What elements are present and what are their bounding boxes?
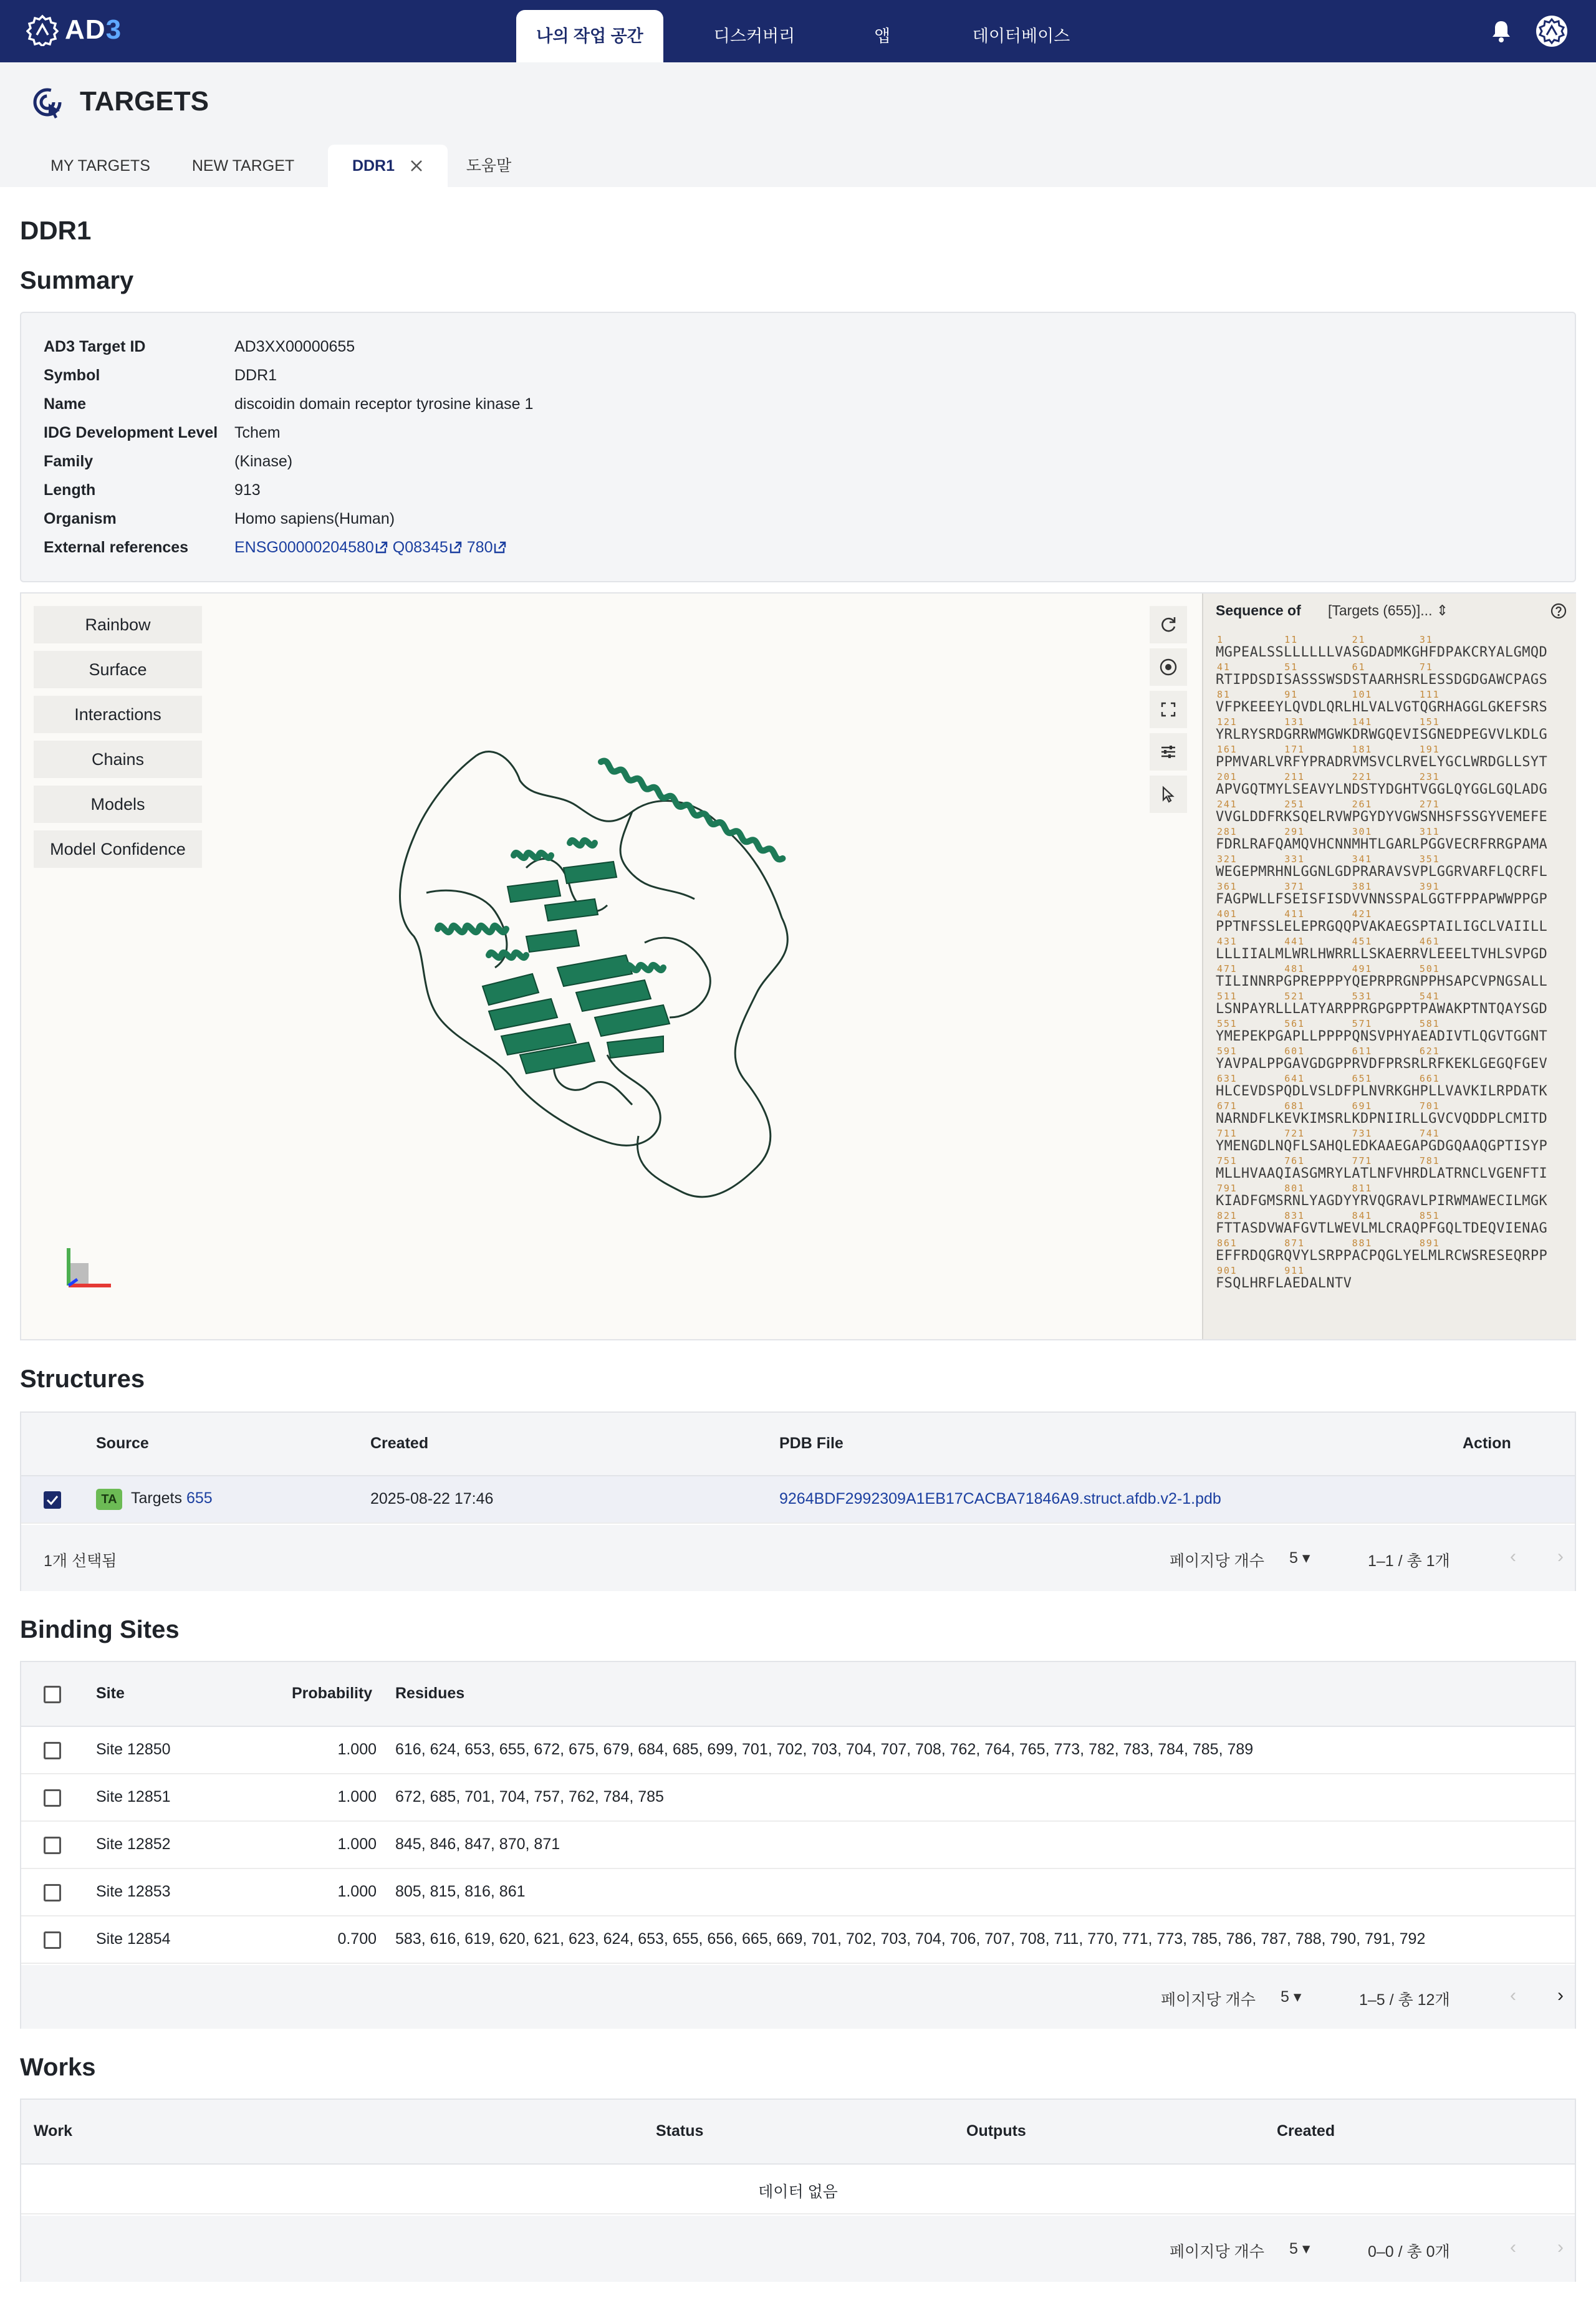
check-icon — [46, 1493, 59, 1507]
sequence-residues[interactable]: MGPEALSSLLLLLLVASGDADMKGHFDPAKCRYALGMQD — [1216, 645, 1548, 660]
summary-label: Organism — [44, 510, 117, 527]
summary-label: AD3 Target ID — [44, 338, 146, 355]
col-residues[interactable]: Residues — [395, 1685, 465, 1702]
page-title: TARGETS — [80, 86, 209, 117]
sequence-residues[interactable]: FDRLRAFQAMQVHCNNMHTLGARLPGGVECRFRRGPAMA — [1216, 837, 1548, 852]
binding-sites-heading: Binding Sites — [20, 1616, 180, 1643]
sequence-residue-numbers: 1 11 21 31 — [1217, 634, 1433, 645]
sequence-residue-numbers: 241 251 261 271 — [1217, 799, 1440, 810]
summary-value: discoidin domain receptor tyrosine kinase 1 — [234, 395, 534, 413]
alpha-helix — [438, 926, 506, 932]
table-row[interactable] — [21, 1727, 1575, 1774]
table-row[interactable] — [21, 1476, 1575, 1524]
help-icon[interactable] — [1550, 602, 1567, 620]
per-page-select[interactable]: 5 ▾ — [1289, 2240, 1310, 2257]
alpha-helix — [489, 953, 526, 958]
sequence-line[interactable] — [1216, 1211, 1547, 1237]
sequence-residues[interactable]: YRLRYSRDGRRWMGWKDRWGQEVISGNEDPEGVVLKDLG — [1216, 727, 1548, 743]
nav-tab-workspace[interactable]: 나의 작업 공간 — [516, 10, 663, 62]
next-page-icon[interactable]: › — [1557, 2237, 1564, 2257]
per-page-label: 페이지당 개수 — [1161, 1991, 1256, 2009]
sequence-line[interactable] — [1216, 799, 1547, 825]
table-footer — [21, 2216, 1575, 2282]
sequence-residue-numbers: 511 521 531 541 — [1217, 991, 1440, 1002]
loop-coil — [620, 812, 695, 899]
table-footer — [21, 1525, 1575, 1591]
sequence-residue-numbers: 631 641 651 661 — [1217, 1073, 1440, 1084]
probability-cell: 1.000 — [337, 1835, 377, 1853]
sequence-residue-numbers: 361 371 381 391 — [1217, 881, 1440, 892]
empty-row — [21, 2165, 1575, 2214]
expand-icon — [1159, 700, 1178, 719]
summary-label: Length — [44, 481, 96, 499]
table-header — [21, 1413, 1575, 1476]
camera-icon — [1159, 658, 1178, 676]
chains-button[interactable]: Chains — [34, 741, 202, 778]
site-cell: Site 12853 — [96, 1883, 171, 1900]
sequence-residues[interactable]: YMENGDLNQFLSAHQLEDKAAEGAPGDGQAAQGPTISYP — [1216, 1138, 1548, 1154]
sequence-residues[interactable]: LLLIIALMLWRLHWRRLLSKAERRVLEEELTVHLSVPGD — [1216, 946, 1548, 962]
row-checkbox[interactable] — [44, 1742, 61, 1759]
source-id-link[interactable]: 655 — [186, 1489, 213, 1507]
pdb-file-link[interactable]: 9264BDF2992309A1EB17CACBA71846A9.struct.afdb.v2-1.pdb — [779, 1490, 1221, 1507]
sequence-line[interactable] — [1216, 662, 1547, 688]
sequence-residues[interactable]: KIADFGMSRNLYAGDYYRVQGRAVLPIRWMAWECILMGK — [1216, 1193, 1548, 1209]
sequence-residues[interactable]: LSNPAYRLLLATYARPPRGPGPPTPAWAKPTNTQAYSGD — [1216, 1001, 1548, 1017]
beta-sheet — [595, 1005, 670, 1036]
user-avatar-icon[interactable] — [1535, 14, 1569, 48]
sequence-residues[interactable]: PPTNFSSLELEPRGQQPVAKAEGSPTAILIGCLVAIILL — [1216, 919, 1548, 935]
target-icon — [30, 85, 65, 120]
summary-value: 913 — [234, 481, 261, 499]
sequence-residue-numbers: 671 681 691 701 — [1217, 1100, 1440, 1112]
sequence-residue-numbers: 41 51 61 71 — [1217, 661, 1433, 673]
ref-link-ensembl[interactable]: ENSG00000204580 — [234, 539, 374, 556]
sequence-line[interactable] — [1216, 1101, 1547, 1127]
next-page-icon[interactable]: › — [1557, 1985, 1564, 2006]
residues-cell: 805, 815, 816, 861 — [395, 1883, 526, 1900]
settings-sliders-icon — [1159, 743, 1178, 761]
row-checkbox[interactable] — [44, 1884, 61, 1902]
sequence-residues[interactable]: FAGPWLLFSEISFISDVVNNSSPALGGTFPPAPWWPPGP — [1216, 892, 1548, 907]
works-table — [20, 2099, 1576, 2282]
summary-label: IDG Development Level — [44, 424, 218, 441]
nav-tab-apps[interactable]: 앱 — [873, 27, 891, 46]
sequence-residues[interactable]: WEGEPMRHNLGGNLGDPRARAVSVPLGGRVARFLQCRFL — [1216, 864, 1548, 880]
surface-button[interactable]: Surface — [34, 651, 202, 688]
bell-icon[interactable] — [1486, 16, 1516, 46]
beta-sheet — [489, 999, 557, 1030]
target-heading: DDR1 — [20, 216, 92, 245]
model-confidence-button[interactable]: Model Confidence — [34, 830, 202, 868]
sequence-residue-numbers: 471 481 491 501 — [1217, 963, 1440, 974]
gear-logo-icon — [26, 14, 59, 46]
external-refs — [234, 535, 511, 560]
pointer-icon — [1159, 785, 1178, 804]
sequence-residue-numbers: 821 831 841 851 — [1217, 1210, 1440, 1221]
sequence-residues[interactable]: NARNDFLKEVKIMSRLKDPNIIRLLGVCVQDDPLCMITD — [1216, 1111, 1548, 1127]
row-checkbox[interactable] — [44, 1491, 61, 1509]
nav-tab-discovery[interactable]: 디스커버리 — [713, 27, 796, 46]
sequence-line[interactable] — [1216, 1156, 1547, 1182]
external-link-icon[interactable] — [374, 540, 389, 555]
beta-sheet — [507, 880, 560, 902]
sequence-residues[interactable]: FSQLHRFLAEDALNTV — [1216, 1276, 1352, 1291]
table-header — [21, 1662, 1575, 1727]
residues-cell: 616, 624, 653, 655, 672, 675, 679, 684, 685, 699, 701, 702, 703, 704, 707, 708, 762, 764, 765, 773, 782, 783, 784, 785, 789 — [395, 1741, 1254, 1758]
screenshot-button[interactable] — [1150, 648, 1187, 686]
site-cell: Site 12851 — [96, 1788, 171, 1805]
beta-sheet — [557, 955, 632, 986]
sequence-line[interactable] — [1216, 991, 1547, 1017]
structures-heading: Structures — [20, 1365, 145, 1393]
binding-sites-table — [20, 1661, 1576, 2029]
per-page-label: 페이지당 개수 — [1170, 2243, 1264, 2261]
sequence-title: Sequence of — [1216, 602, 1301, 618]
residues-cell: 672, 685, 701, 704, 757, 762, 784, 785 — [395, 1788, 664, 1805]
residues-cell: 583, 616, 619, 620, 621, 623, 624, 653, 655, 656, 665, 669, 701, 702, 703, 704, 706, 707, 708, 711, 770, 771, 773, 785, 786, 787, 788, 790, 791, 792 — [395, 1930, 1426, 1948]
sequence-panel — [1202, 594, 1576, 1339]
col-created[interactable]: Created — [1277, 2122, 1335, 2140]
summary-value: Homo sapiens(Human) — [234, 510, 395, 527]
settings-button[interactable] — [1150, 733, 1187, 771]
per-page-label: 페이지당 개수 — [1170, 1552, 1264, 1570]
table-row[interactable] — [21, 1822, 1575, 1869]
probability-cell: 0.700 — [337, 1930, 377, 1948]
table-row[interactable] — [21, 1916, 1575, 1964]
source-cell: TA Targets 655 — [96, 1489, 213, 1510]
prev-page-icon[interactable]: ‹ — [1510, 1546, 1516, 1567]
pagination-range: 1–1 / 총 1개 — [1368, 1552, 1450, 1570]
summary-label: Family — [44, 453, 94, 470]
sequence-line[interactable] — [1216, 827, 1547, 853]
sequence-line[interactable] — [1216, 936, 1547, 963]
summary-value: (Kinase) — [234, 453, 293, 470]
axes-gizmo-icon — [65, 1244, 115, 1294]
sequence-line[interactable] — [1216, 882, 1547, 908]
summary-value: DDR1 — [234, 367, 277, 384]
beta-sheet — [545, 899, 598, 921]
sequence-line[interactable] — [1216, 1046, 1547, 1072]
sequence-residue-numbers: 201 211 221 231 — [1217, 771, 1440, 782]
models-button[interactable]: Models — [34, 786, 202, 823]
per-page-select[interactable]: 5 ▾ — [1281, 1988, 1302, 2006]
alpha-helix — [570, 840, 595, 845]
sequence-line[interactable] — [1216, 1266, 1352, 1292]
sequence-residue-numbers: 591 601 611 621 — [1217, 1046, 1440, 1057]
beta-sheet — [564, 862, 617, 883]
probability-cell: 1.000 — [337, 1741, 377, 1758]
sort-arrows-icon: ⇕ — [1436, 602, 1449, 618]
table-row[interactable] — [21, 1774, 1575, 1822]
sequence-line[interactable] — [1216, 635, 1547, 661]
sequence-residue-numbers: 711 721 731 741 — [1217, 1128, 1440, 1139]
summary-heading: Summary — [20, 267, 134, 294]
beta-sheet — [526, 930, 579, 952]
created-cell: 2025-08-22 17:46 — [370, 1490, 494, 1507]
sequence-residue-numbers: 901 911 — [1217, 1265, 1305, 1276]
col-action: Action — [1463, 1435, 1511, 1452]
sequence-line[interactable] — [1216, 1019, 1547, 1045]
select-all-checkbox[interactable] — [44, 1686, 61, 1703]
sequence-residue-numbers: 861 871 881 891 — [1217, 1238, 1440, 1249]
sequence-residues[interactable]: RTIPDSDISASSSWSDSTAARHSRLESSDGDGAWCPAGS — [1216, 672, 1548, 688]
sequence-residues[interactable]: TILINNRPGPREPPPYQEPRPRGNPPHSAPCVPNGSALL — [1216, 974, 1548, 989]
caret-down-icon: ▾ — [1302, 2240, 1310, 2257]
alpha-helix — [600, 759, 784, 861]
interactions-button[interactable]: Interactions — [34, 696, 202, 733]
sequence-residue-numbers: 81 91 101 111 — [1217, 689, 1440, 700]
sequence-line[interactable] — [1216, 1074, 1547, 1100]
sequence-line[interactable] — [1216, 854, 1547, 880]
site-cell: Site 12852 — [96, 1835, 171, 1853]
prev-page-icon[interactable]: ‹ — [1510, 2237, 1516, 2257]
tab-help[interactable]: 도움말 — [466, 157, 512, 175]
ref-link-uniprot[interactable]: Q08345 — [392, 539, 448, 556]
per-page-select[interactable]: 5 ▾ — [1289, 1549, 1310, 1567]
sequence-residues[interactable]: EFFRDQGRQVYLSRPPACPQGLYELMLRCWSRESEQRPP — [1216, 1248, 1548, 1264]
external-link-icon[interactable] — [448, 540, 463, 555]
col-source[interactable]: Source — [96, 1435, 149, 1452]
sequence-line[interactable] — [1216, 717, 1547, 743]
app-logo[interactable] — [26, 14, 122, 46]
tab-ddr1-label: DDR1 — [352, 157, 395, 175]
selected-count: 1개 선택됨 — [44, 1552, 117, 1570]
summary-value: Tchem — [234, 424, 281, 441]
sequence-line[interactable] — [1216, 744, 1547, 771]
external-link-icon[interactable] — [493, 540, 507, 555]
rainbow-button[interactable]: Rainbow — [34, 606, 202, 643]
sequence-residue-numbers: 321 331 341 351 — [1217, 853, 1440, 865]
sequence-residues[interactable]: APVGQTMYLSEAVYLNDSTYDGHTVGGLQYGGLGQLADG — [1216, 782, 1548, 797]
sequence-line[interactable] — [1216, 1128, 1547, 1155]
col-probability[interactable]: Probability — [292, 1685, 373, 1702]
summary-value: AD3XX00000655 — [234, 338, 355, 355]
loop-coil — [645, 938, 710, 1017]
sequence-line[interactable] — [1216, 772, 1547, 798]
sequence-residues[interactable]: PPMVARLVRFYPRADRVMSVCLRVELYGCLWRDGLLSYT — [1216, 754, 1548, 770]
caret-down-icon: ▾ — [1302, 1549, 1310, 1567]
reset-view-button[interactable] — [1150, 606, 1187, 643]
empty-message: 데이터 없음 — [758, 2183, 838, 2201]
row-checkbox[interactable] — [44, 1837, 61, 1854]
sequence-residue-numbers: 751 761 771 781 — [1217, 1155, 1440, 1166]
table-footer — [21, 1965, 1575, 2029]
sequence-residues[interactable]: HLCEVDSPQDLVSLDFPLNVRKGHPLLVAVKILRPDATK — [1216, 1084, 1548, 1099]
probability-cell: 1.000 — [337, 1883, 377, 1900]
summary-card — [20, 312, 1576, 582]
structures-table — [20, 1411, 1576, 1591]
sequence-residue-numbers: 791 801 811 — [1217, 1183, 1373, 1194]
caret-down-icon: ▾ — [1293, 1988, 1302, 2006]
row-checkbox[interactable] — [44, 1931, 61, 1949]
sequence-residue-numbers: 431 441 451 461 — [1217, 936, 1440, 947]
sequence-select[interactable]: [Targets (655)]... ⇕ — [1328, 602, 1449, 618]
tab-new-target[interactable]: NEW TARGET — [191, 157, 295, 175]
sequence-line[interactable] — [1216, 1238, 1547, 1264]
table-header — [21, 2100, 1575, 2165]
alpha-helix — [514, 853, 551, 858]
col-status[interactable]: Status — [656, 2122, 704, 2140]
fullscreen-button[interactable] — [1150, 691, 1187, 728]
sequence-line[interactable] — [1216, 1183, 1547, 1209]
prev-page-icon[interactable]: ‹ — [1510, 1985, 1516, 2006]
alpha-helix — [626, 965, 663, 970]
protein-structure[interactable] — [370, 731, 931, 1229]
pagination-range: 0–0 / 총 0개 — [1368, 2243, 1450, 2261]
sequence-residues[interactable]: VVGLDDFRKSQELRVWPGYDYVGWSNHSFSSGYVEMEFE — [1216, 809, 1548, 825]
beta-sheet — [607, 1036, 663, 1058]
nav-tab-database[interactable]: 데이터베이스 — [972, 27, 1070, 46]
sequence-line[interactable] — [1216, 690, 1547, 716]
summary-label: Symbol — [44, 367, 100, 384]
col-work[interactable]: Work — [34, 2122, 73, 2140]
site-cell: Site 12854 — [96, 1930, 171, 1948]
sequence-line[interactable] — [1216, 909, 1547, 935]
pagination-range: 1–5 / 총 12개 — [1359, 1991, 1450, 2009]
sequence-residues[interactable]: VFPKEEEYLQVDLQRLHLVALVGTQGRHAGGLGKEFSRS — [1216, 700, 1548, 715]
top-navbar — [0, 0, 1596, 62]
next-page-icon[interactable]: › — [1557, 1546, 1564, 1567]
sequence-residues[interactable]: YAVPALPPGAVGDGPPRVDFPRSRLRFKEKLGEGQFGEV — [1216, 1056, 1548, 1072]
tab-my-targets[interactable]: MY TARGETS — [50, 157, 150, 175]
col-pdb-file[interactable]: PDB File — [779, 1435, 844, 1452]
beta-sheet — [576, 980, 651, 1011]
col-outputs[interactable]: Outputs — [966, 2122, 1026, 2140]
close-icon[interactable] — [410, 159, 423, 173]
probability-cell: 1.000 — [337, 1788, 377, 1805]
sequence-residue-numbers: 121 131 141 151 — [1217, 716, 1440, 728]
beta-sheet — [483, 974, 539, 1005]
residues-cell: 845, 846, 847, 870, 871 — [395, 1835, 560, 1853]
table-row[interactable] — [21, 1869, 1575, 1916]
summary-label: Name — [44, 395, 87, 413]
sequence-residue-numbers: 551 561 571 581 — [1217, 1018, 1440, 1029]
works-heading: Works — [20, 2054, 96, 2081]
refresh-icon — [1159, 615, 1178, 634]
site-cell: Site 12850 — [96, 1741, 171, 1758]
sequence-residues[interactable]: FTTASDVWAFGVTLWEVLMLCRAQPFGQLTDEQVIENAG — [1216, 1221, 1548, 1236]
col-created[interactable]: Created — [370, 1435, 429, 1452]
sequence-residue-numbers: 401 411 421 — [1217, 908, 1373, 920]
source-badge: TA — [96, 1489, 122, 1510]
summary-label: External references — [44, 539, 189, 556]
ref-link-ncbi-gene[interactable]: 780 — [466, 539, 493, 556]
sequence-line[interactable] — [1216, 964, 1547, 990]
sequence-residues[interactable]: YMEPEKPGAPLLPPPPQNSVPHYAEADIVTLQGVTGGNT — [1216, 1029, 1548, 1044]
sequence-residue-numbers: 161 171 181 191 — [1217, 744, 1440, 755]
row-checkbox[interactable] — [44, 1789, 61, 1807]
sequence-residues[interactable]: MLLHVAAQIASGMRYLATLNFVHRDLATRNCLVGENFTI — [1216, 1166, 1548, 1181]
tab-ddr1[interactable] — [328, 145, 448, 187]
sequence-residue-numbers: 281 291 301 311 — [1217, 826, 1440, 837]
logo-text: AD3 — [65, 14, 122, 45]
molecule-viewer[interactable] — [20, 592, 1576, 1340]
select-mode-button[interactable] — [1150, 776, 1187, 813]
col-site[interactable]: Site — [96, 1685, 125, 1702]
